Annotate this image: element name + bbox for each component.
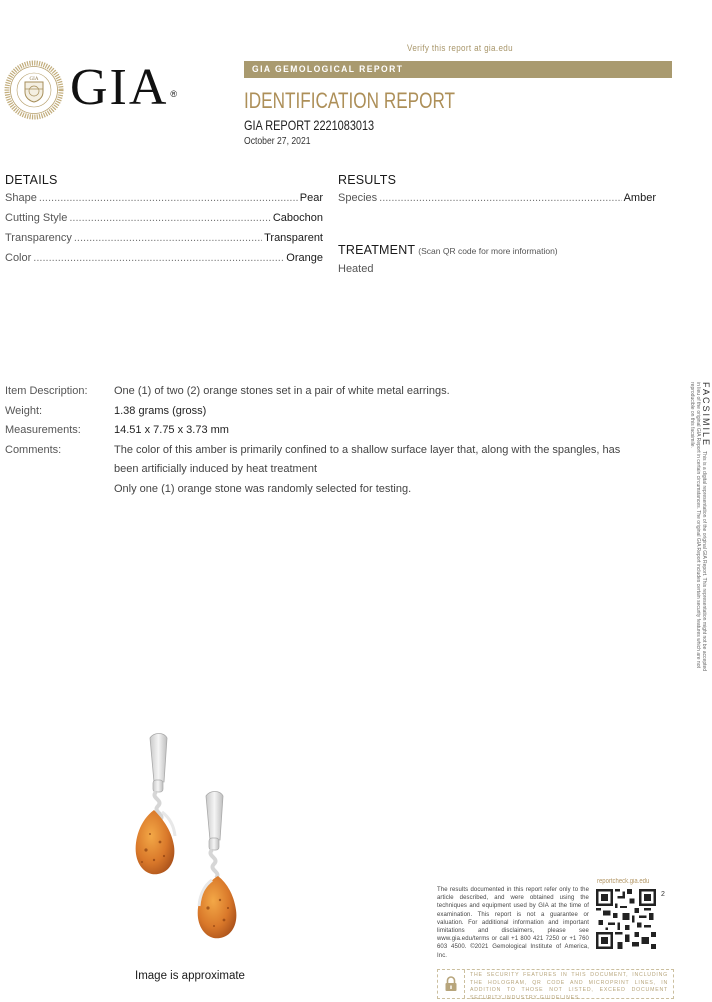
treatment-value: Heated — [338, 263, 374, 275]
detail-row-transparency — [5, 232, 323, 252]
info-label: Weight: — [5, 404, 43, 417]
security-text: THE SECURITY FEATURES IN THIS DOCUMENT, INCLUDING THE HOLOGRAM, QR CODE AND MICROPRINT LINES, IN ADDITION TO THOSE NOT LISTED, EXCEED DOCUMENT SECURITY INDUSTRY GUIDELINES. — [470, 972, 668, 1001]
report-type-title: IDENTIFICATION REPORT — [244, 88, 456, 113]
result-row-species — [338, 192, 656, 212]
banner-text: GIA GEMOLOGICAL REPORT — [252, 64, 404, 75]
detail-row-cutting-style — [5, 212, 323, 232]
treatment-note: (Scan QR code for more information) — [418, 246, 558, 256]
detail-label: Transparency — [5, 232, 72, 244]
detail-row-shape — [5, 192, 323, 212]
disclaimer-text: The results documented in this report refer only to the article described, and were obtained using the techniques and equipment used by GIA at the time of examination. This report is not a guarantee or valuation. For additional information and important limitations and disclaimers, please see www.gia.edu/terms or call +1 800 421 7250 or +1 760 603 4500. ©2021 Gemological Institute of America, Inc. — [437, 887, 589, 959]
gia-logo: GIA ® — [70, 59, 180, 116]
results-title: RESULTS — [338, 173, 397, 187]
info-row-measurements — [5, 421, 655, 441]
result-value: Amber — [623, 192, 656, 204]
info-row-weight — [5, 402, 655, 422]
info-value: 1.38 grams (gross) — [114, 404, 207, 417]
info-value: One (1) of two (2) orange stones set in a pair of white metal earrings. — [114, 385, 450, 397]
gia-seal-icon — [4, 60, 64, 120]
info-label: Measurements: — [5, 424, 81, 436]
reportcheck-link[interactable]: reportcheck.gia.edu — [597, 878, 650, 885]
facsimile-text: This is a digital representation of the original GIA Report. This representation might not be accepted in lieu of the original GIA Report in certain circumstances. The original GIA Report includes certain security features which are not reproducible on this facsimile. — [689, 382, 707, 672]
verify-link[interactable]: Verify this report at gia.edu — [407, 43, 513, 54]
svg-text:GIA: GIA — [29, 77, 39, 82]
detail-label: Color — [5, 252, 32, 264]
comment-line: Only one (1) orange stone was randomly selected for testing. — [114, 482, 412, 495]
facsimile-title: FACSIMILE — [701, 382, 711, 448]
details-title: DETAILS — [5, 173, 58, 187]
comment-line: The color of this amber is primarily confined to a shallow surface layer that, along with the spangles, has — [114, 443, 621, 456]
details-section — [5, 173, 323, 272]
image-caption: Image is approximate — [135, 970, 245, 982]
info-row-comments — [5, 441, 655, 500]
results-section — [338, 173, 656, 212]
info-value — [114, 441, 655, 500]
detail-value: Pear — [299, 192, 323, 204]
detail-label: Cutting Style — [5, 212, 68, 224]
item-info-table — [5, 382, 655, 499]
facsimile-notice — [679, 382, 709, 672]
security-notice — [437, 969, 674, 999]
earrings-image — [128, 730, 258, 950]
result-label: Species — [338, 192, 378, 204]
qr-code-icon[interactable] — [596, 889, 656, 949]
info-label: Comments: — [5, 443, 62, 456]
info-value: 14.51 x 7.75 x 3.73 mm — [114, 424, 229, 436]
treatment-section — [338, 241, 558, 259]
lock-icon — [438, 970, 465, 998]
info-label: Item Description: — [5, 385, 88, 397]
detail-row-color — [5, 252, 323, 272]
detail-label: Shape — [5, 192, 37, 204]
comment-line: been artificially induced by heat treatment — [114, 463, 318, 475]
detail-value: Transparent — [264, 232, 323, 244]
report-date: October 27, 2021 — [244, 135, 311, 147]
detail-value: Cabochon — [272, 212, 323, 224]
report-number: GIA REPORT 2221083013 — [244, 117, 375, 133]
info-row-item-description — [5, 382, 655, 402]
qr-number: 2 — [661, 891, 665, 898]
detail-value: Orange — [286, 252, 323, 264]
treatment-title: TREATMENT — [338, 243, 416, 257]
